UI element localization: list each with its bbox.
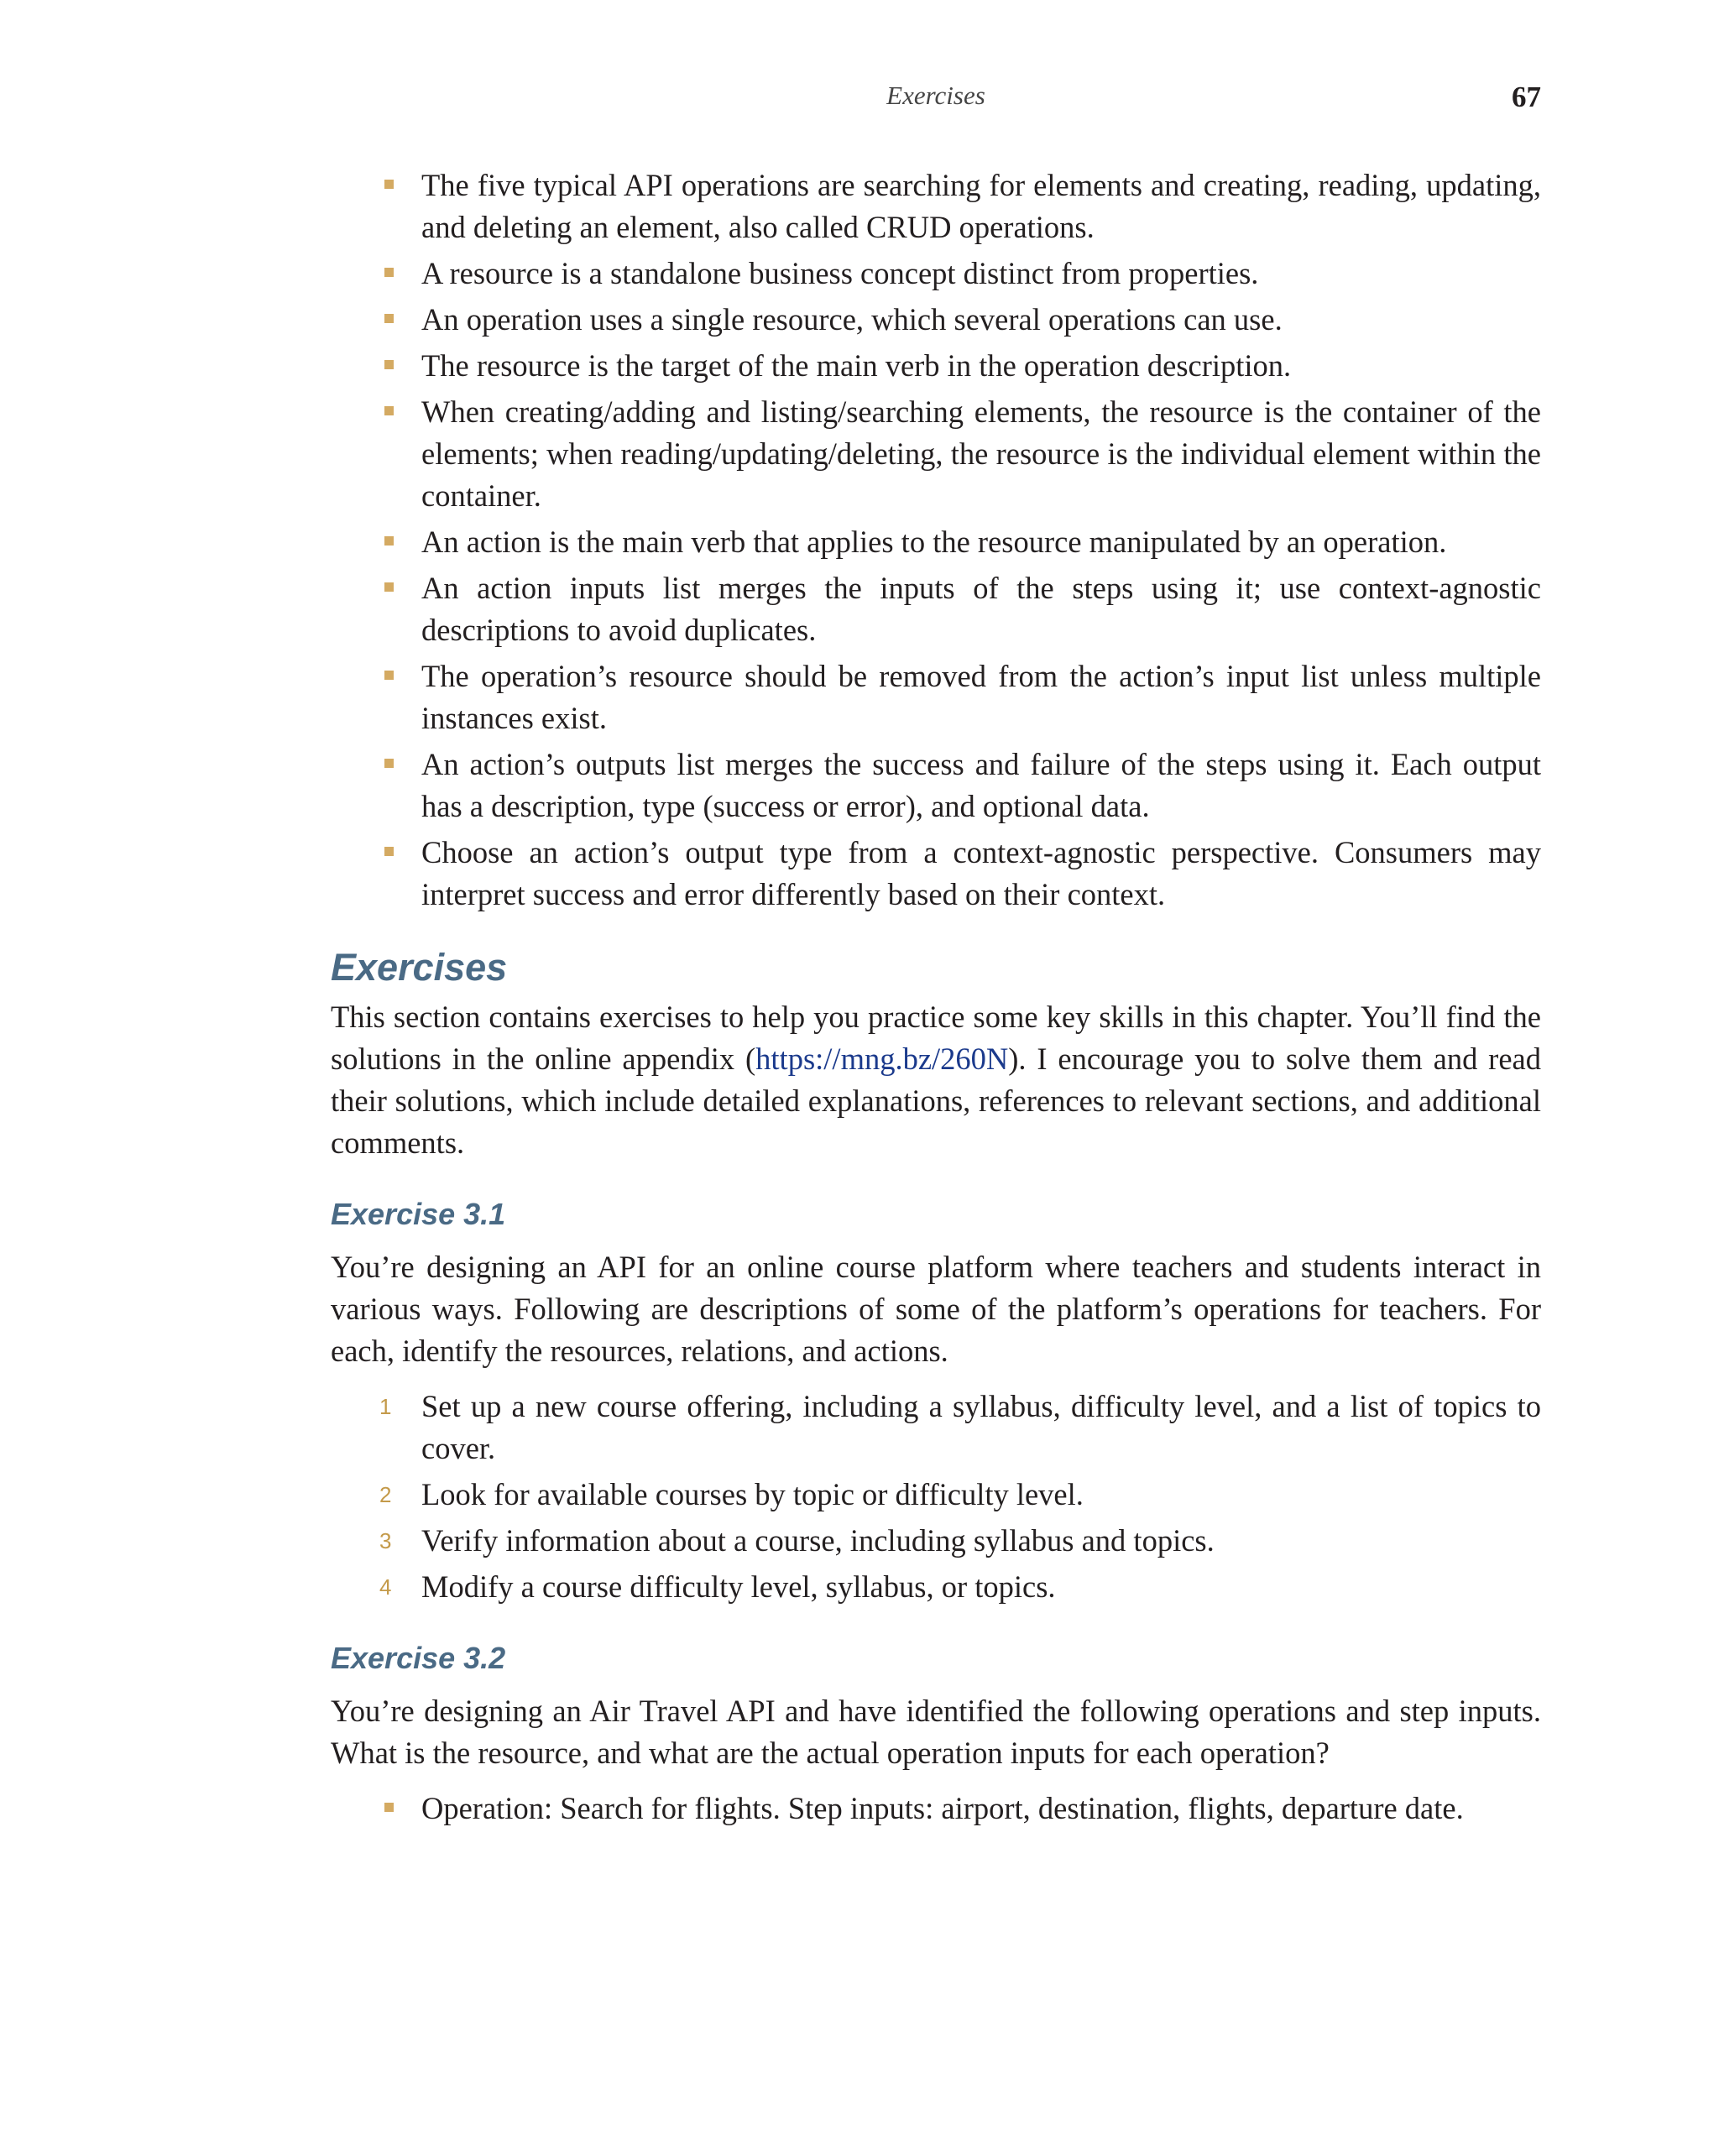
summary-bullet-item [421,391,1541,517]
summary-bullet-item [421,521,1541,563]
bullet-text: When creating/adding and listing/searching elements, the resource is the container of the elements; when reading/updating/deleting, the resource is the individual element within the container. [421,394,1541,513]
list-item-text: Look for available courses by topic or difficulty level. [421,1477,1084,1511]
list-item-text: Set up a new course offering, including a syllabus, difficulty level, and a list of topics to cover. [421,1389,1541,1465]
bullet-text: A resource is a standalone business concept distinct from properties. [421,256,1259,290]
numbered-list-item [379,1474,1541,1516]
list-number: 2 [379,1482,392,1507]
summary-bullet-item [421,299,1541,341]
numbered-list-item [379,1566,1541,1608]
bullet-square-icon [384,360,394,369]
numbered-list-item [379,1520,1541,1562]
bullet-square-icon [384,268,394,277]
bullet-square-icon [384,536,394,546]
list-item-text: Verify information about a course, including syllabus and topics. [421,1523,1215,1558]
summary-bullet-item [421,345,1541,387]
bullet-text: An action’s outputs list merges the success and failure of the steps using it. Each output has a description, type (success or error), and optional data. [421,747,1541,823]
list-number: 4 [379,1574,392,1600]
exercise-3-1-list [331,1386,1541,1608]
summary-bullet-list [331,164,1541,916]
summary-bullet-item [421,655,1541,739]
intro-text-after-link: ). I encourage you to solve them and read their solutions, which include detailed explanations, references to relevant sections, and additional comments. [331,1041,1541,1160]
exercise-3-1-description: You’re designing an API for an online course platform where teachers and students interact in various ways. Following are descriptions of some of the platform’s operations for teachers. For each, identify the resources, relations, and actions. [331,1250,1541,1368]
summary-bullet-item [421,832,1541,916]
intro-text-before-link: This section contains exercises to help you practice some key skills in this chapter. You’ll find the solutions in the online appendix ( [331,1000,1541,1076]
list-number: 3 [379,1528,392,1553]
list-item-text: Modify a course difficulty level, syllabus, or topics. [421,1569,1056,1604]
appendix-link[interactable]: https://mng.bz/260N [755,1041,1009,1076]
summary-bullet-item [421,164,1541,248]
page-number: 67 [1512,81,1541,113]
bullet-square-icon [384,1803,394,1812]
exercise-3-1-heading: Exercise 3.1 [331,1197,506,1231]
summary-bullet-item [421,253,1541,295]
exercise-3-2-heading: Exercise 3.2 [331,1641,506,1675]
exercise-3-2-description: You’re designing an Air Travel API and have identified the following operations and step inputs. What is the resource, and what are the actual operation inputs for each operation? [331,1694,1541,1770]
bullet-square-icon [384,180,394,189]
bullet-text: An action inputs list merges the inputs of the steps using it; use context-agnostic descriptions to avoid duplicates. [421,571,1541,647]
exercise-bullet-item [421,1788,1541,1830]
summary-bullet-item [421,567,1541,651]
exercise-3-2-list [331,1788,1541,1830]
bullet-text: An operation uses a single resource, which several operations can use. [421,302,1283,337]
exercises-heading: Exercises [331,946,508,989]
bullet-text: An action is the main verb that applies to the resource manipulated by an operation. [421,525,1447,559]
bullet-square-icon [384,671,394,680]
exercises-intro [331,996,1541,1164]
summary-bullet-item [421,744,1541,827]
page-content [331,164,1541,1834]
bullet-square-icon [384,759,394,768]
running-title: Exercises [886,81,985,110]
bullet-square-icon [384,314,394,323]
bullet-text: The five typical API operations are searching for elements and creating, reading, updating, and deleting an element, also called CRUD operations. [421,168,1541,244]
bullet-square-icon [384,406,394,415]
bullet-text: The resource is the target of the main verb in the operation description. [421,348,1292,383]
bullet-square-icon [384,847,394,856]
page-header [331,81,1541,121]
bullet-text: The operation’s resource should be removed from the action’s input list unless multiple instances exist. [421,659,1541,735]
bullet-text: Choose an action’s output type from a context-agnostic perspective. Consumers may interpret success and error differently based on their context. [421,835,1541,911]
numbered-list-item [379,1386,1541,1470]
bullet-square-icon [384,582,394,592]
list-number: 1 [379,1394,392,1419]
bullet-text: Operation: Search for flights. Step inputs: airport, destination, flights, departure date. [421,1791,1464,1825]
